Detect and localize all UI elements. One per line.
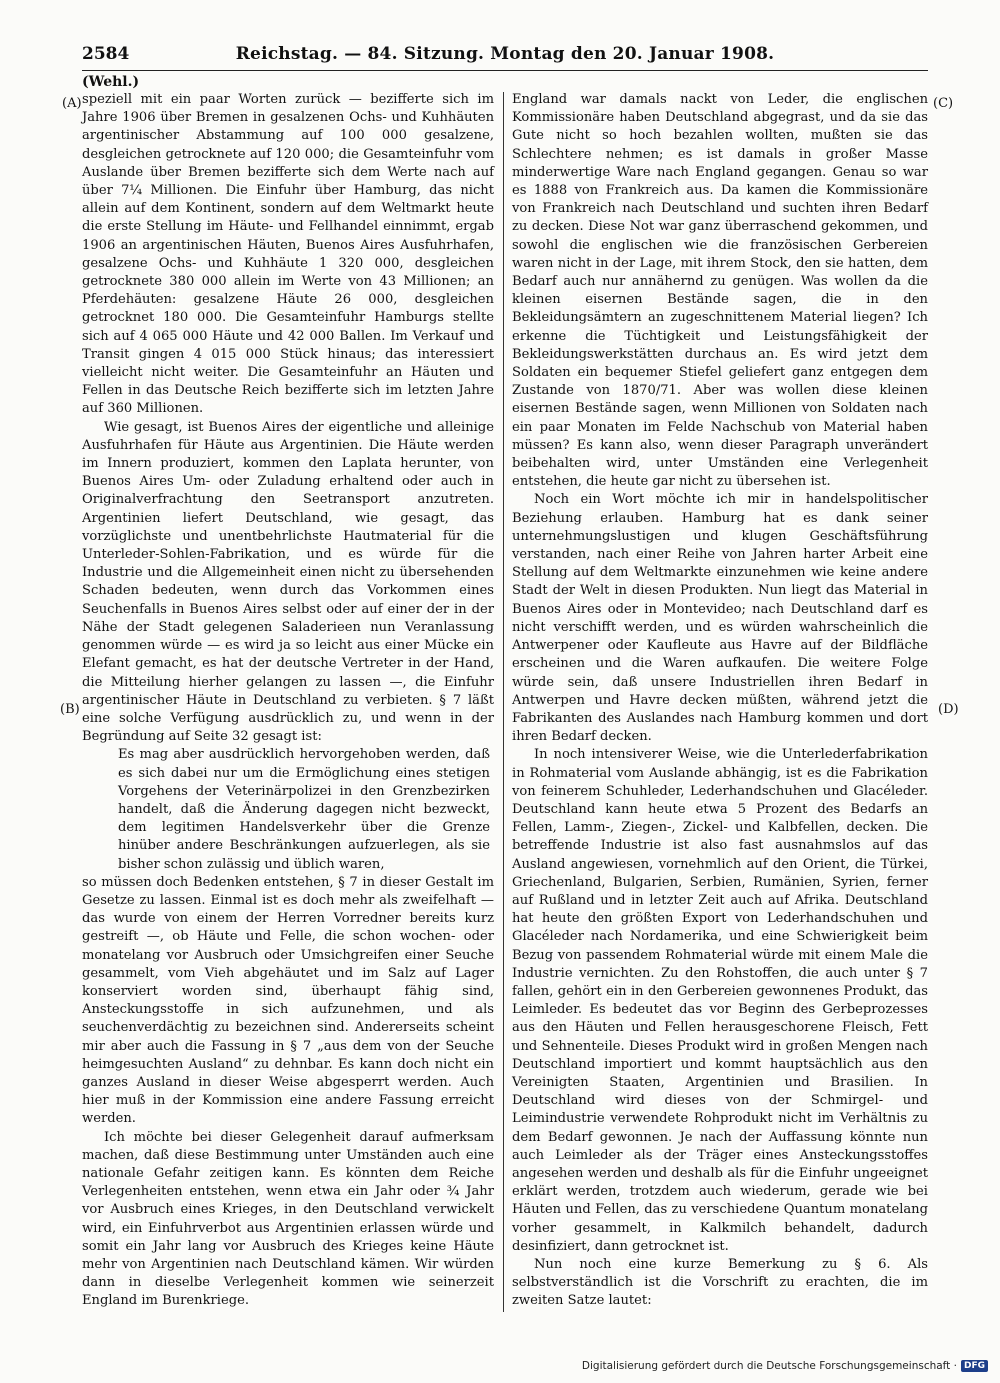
paragraph: In noch intensiverer Weise, wie die Unterlederfabrikation in Rohmaterial vom Auslande abhängig, ist es die Fabrikation von feinerem Schuhleder, Lederhandschuhen und Glacéleder. Deutschland kann heute etwa 5 Prozent des Bedarfs an Fellen, Lamm-, Ziegen-, Zickel- und Kalbfellen, decken. Die betreffende Industrie ist also fast ausnahmslos auf das Ausland angewiesen, vornehmlich auf den Orient, die Türkei, Griechenland, Bulgarien, Serbien, Rumänien, Syrien, ferner auf Rußland und in letzter Zeit auch auf Afrika. Deutschland hat heute den größten Export von Lederhandschuhen und Glacéleder nach Nordamerika, und eine Schwierigkeit beim Bezug von passendem Rohmaterial würde mit einem Male die Industrie vernichten. Zu den Rohstoffen, die auch unter § 7 fallen, gehört ein in den Gerbereien gewonnenes Produkt, das Leimleder. Es bedeutet das vor Beginn des Gerbeprozesses aus den Häuten und Fellen herausgeschorene Fleisch, Fett und Sehnenteile. Dieses Produkt wird in großen Mengen nach Deutschland importiert und kommt hauptsächlich aus den Vereinigten Staaten, Argentinien und Brasilien. In Deutschland wird dieses von der Schmirgel- und Leimindustrie verwendete Rohprodukt nicht im Verhältnis zu dem Bedarf gewonnen. Je nach der Auffassung könnte nun auch Leimleder als der Träger eines Ansteckungsstoffes angesehen werden und deshalb als für die Einfuhr ungeeignet erklärt werden, trotzdem auch wiederum, gerade wie bei Häuten und Fellen, das zu verschiedene Quantum monatelang vorher gesammelt, in Kalkmilch behandelt, dadurch desinfiziert, dann getrocknet ist. xyxy=(512,747,928,1254)
margin-mark-a: (A) xyxy=(62,96,82,111)
footer-text: Digitalisierung gefördert durch die Deutsche Forschungsgemeinschaft · xyxy=(581,1360,957,1372)
left-column xyxy=(82,91,494,1311)
margin-mark-d: (D) xyxy=(938,702,959,717)
margin-mark-c: (C) xyxy=(933,96,954,111)
block-quote: Es mag aber ausdrücklich hervorgehoben werden, daß es sich dabei nur um die Ermöglichung eines stetigen Vorgehens der Veterinärpolizei in den Grenzbezirken handelt, daß die Änderung dagegen nicht bezweckt, dem legitimen Handelsverkehr über die Grenze hinüber andere Beschränkungen aufzuerlegen, als sie bisher schon zulässig und üblich waren, xyxy=(118,747,490,872)
paragraph: Wie gesagt, ist Buenos Aires der eigentliche und alleinige Ausfuhrhafen für Häute aus Argentinien. Die Häute werden im Innern produziert, kommen den Laplata herunter, von Buenos Aires Um- oder Zuladung erhaltend oder auch in Originalverfrachtung den Seetransport anzutreten. Argentinien liefert Deutschland, wie gesagt, das vorzüglichste und unentbehrlichste Hautmaterial für die Unterleder-Sohlen-Fabrikation, und es würde für die Industrie und die Allgemeinheit einen nicht zu übersehenden Schaden bedeuten, wenn durch das Vorkommen eines Seuchenfalls in Buenos Aires selbst oder auf einer der in der Nähe der Stadt gelegenen Saladerieen nun Veranlassung genommen würde — es wird ja so leicht aus einer Mücke ein Elefant gemacht, es hat der deutsche Vertreter in der Hand, die Mitteilung hierher gelangen zu lassen —, die Einfuhr argentinischer Häute in Deutschland zu verbieten. § 7 läßt eine solche Verfügung ausdrücklich zu, und wenn in der Begründung auf Seite 32 gesagt ist: xyxy=(82,419,494,745)
speaker-label: (Wehl.) xyxy=(82,74,140,90)
paragraph: England war damals nackt von Leder, die englischen Kommissionäre haben Deutschland abgegrast, und da sie das Gute nicht so hoch bezahlen wollten, mußten sie das Schlechtere nehmen; es ist damals in großer Masse minderwertige Ware nach England gegangen. Genau so war es 1888 von Frankreich aus. Da kamen die Kommissionäre von Frankreich nach Deutschland und suchten ihren Bedarf zu decken. Diese Not war ganz überraschend gekommen, und sowohl die englischen wie die französischen Gerbereien waren nicht in der Lage, mit ihrem Stock, den sie hatten, dem Bedarf auch nur annähernd zu genügen. Was wollen da die kleinen eisernen Bestände sagen, die in den Bekleidungsämtern an zugeschnittenem Material liegen? Ich erkenne die Tüchtigkeit und Leistungsfähigkeit der Bekleidungswerkstätten durchaus an. Es wird jetzt dem Soldaten ein bequemer Stiefel geliefert ganz entgegen dem Zustande von 1870/71. Aber was wollen diese kleinen eisernen Bestände sagen, wenn Millionen von Soldaten nach ein paar Monaten im Felde Nachschub von Material haben müssen? Es kann also, wenn dieser Paragraph unverändert beibehalten wird, unter Umständen eine Verlegenheit entstehen, die heute gar nicht zu übersehen ist. xyxy=(512,92,928,490)
header-rule xyxy=(82,70,928,71)
page-header xyxy=(82,44,928,70)
column-divider xyxy=(503,92,504,1312)
paragraph: so müssen doch Bedenken entstehen, § 7 in dieser Gestalt im Gesetze zu lassen. Einmal ist es doch mehr als zweifelhaft — das wurde von einem der Herren Vorredner bereits kurz gestreift —, ob Häute und Felle, die schon wochen- oder monatelang vor Ausbruch oder Umsichgreifen einer Seuche gesammelt, vom Vieh abgehäutet und im Salz auf Lager konserviert worden sind, überhaupt fähig sind, Ansteckungsstoffe in sich aufzunehmen, und als seuchenverdächtig zu bezeichnen sind. Andererseits scheint mir aber auch die Fassung in § 7 „aus dem von der Seuche heimgesuchten Ausland“ zu dehnbar. Es kann doch nicht ein ganzes Ausland in dieser Weise abgesperrt werden. Auch hier muß in der Kommission eine andere Fassung erreicht werden. xyxy=(82,874,494,1127)
paragraph: Ich möchte bei dieser Gelegenheit darauf aufmerksam machen, daß diese Bestimmung unter Umständen auch eine nationale Gefahr zeitigen kann. Es könnten dem Reiche Verlegenheiten entstehen, wenn etwa ein Jahr oder ¾ Jahr vor Ausbruch eines Krieges, in den Deutschland verwickelt wird, ein Einfuhrverbot aus Argentinien erlassen würde und somit ein Jahr lang vor Ausbruch des Krieges keine Häute mehr von Argentinien nach Deutschland kämen. Wir würden dann in dieselbe Verlegenheit kommen wie seinerzeit England im Burenkriege. xyxy=(82,1129,494,1309)
paragraph: Nun noch eine kurze Bemerkung zu § 6. Als selbstverständlich ist die Vorschrift zu erachten, die im zweiten Satze lautet: xyxy=(512,1257,928,1309)
dfg-logo: DFG xyxy=(961,1360,988,1372)
margin-mark-b: (B) xyxy=(60,702,80,717)
right-column xyxy=(512,91,928,1311)
paragraph: Noch ein Wort möchte ich mir in handelspolitischer Beziehung erlauben. Hamburg hat es dank seiner unternehmungslustigen und klugen Geschäftsführung verstanden, nach einer Reihe von Jahren harter Arbeit eine Stellung auf dem Weltmarkte einzunehmen wie keine andere Stadt der Welt in diesen Produkten. Nun liegt das Material in Buenos Aires oder in Montevideo; nach Deutschland darf es nicht verschifft werden, und es würden wahrscheinlich die Antwerpener oder Kaufleute aus Havre auf der Bildfläche erscheinen und die Waren aufkaufen. Die weitere Folge würde sein, daß unsere Industriellen ihren Bedarf in Antwerpen und Havre decken müßten, während jetzt die Fabrikanten des Auslandes nach Hamburg kommen und dort ihren Bedarf decken. xyxy=(512,492,928,745)
funding-footer xyxy=(582,1360,988,1372)
paragraph: speziell mit ein paar Worten zurück — bezifferte sich im Jahre 1906 über Bremen in gesalzenen Ochs- und Kuhhäuten argentinischer Abstammung auf 100 000 gesalzene, desgleichen getrocknete auf 120 000; die Gesamteinfuhr vom Auslande über Bremen bezifferte sich dem Werte nach auf über 7¼ Millionen. Die Einfuhr über Hamburg, das nicht allein auf dem Kontinent, sondern auf dem Weltmarkt heute die erste Stellung im Häute- und Fellhandel einnimmt, ergab 1906 an argentinischen Häuten, Buenos Aires Ausfuhrhafen, gesalzene Ochs- und Kuhhäute 1 320 000, desgleichen getrocknete 380 000 allein im Werte von 43 Millionen; an Pferdehäuten: gesalzene Häute 26 000, desgleichen getrocknet 180 000. Die Gesamteinfuhr Hamburgs stellte sich auf 4 065 000 Häute und 42 000 Ballen. Im Verkauf und Transit gingen 4 015 000 Stück hinaus; das interessiert vielleicht nicht weiter. Die Gesamteinfuhr an Häuten und Fellen in das Deutsche Reich bezifferte sich im letzten Jahre auf 360 Millionen. xyxy=(82,92,494,417)
page-number: 2584 xyxy=(82,44,130,64)
running-title: Reichstag. — 84. Sitzung. Montag den 20. Januar 1908. xyxy=(235,44,775,64)
